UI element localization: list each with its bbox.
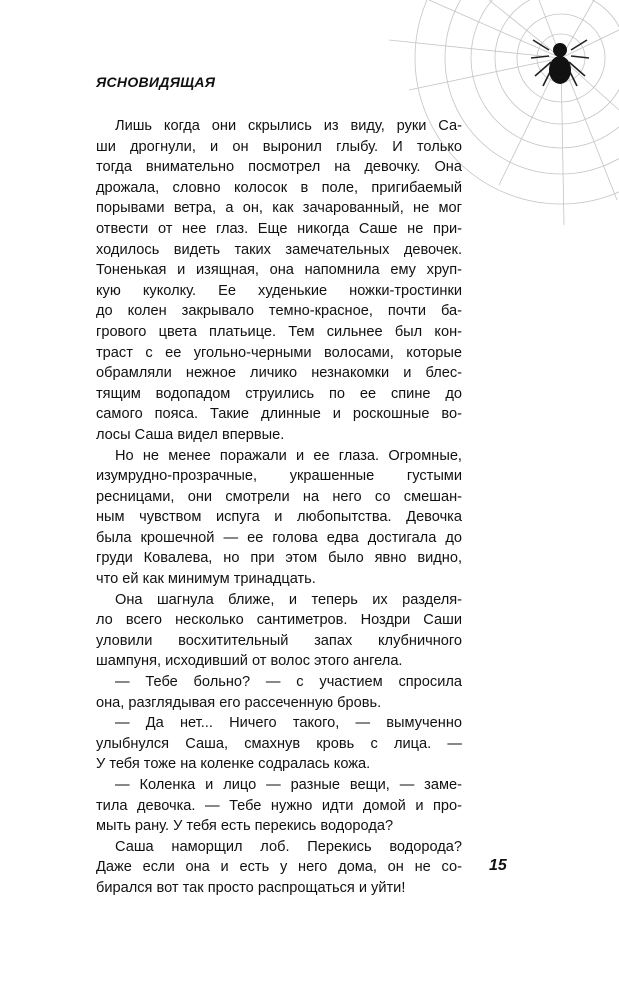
text-line: Даже если она и есть у него дома, он не со- <box>96 859 462 876</box>
text-line: Саша наморщил лоб. Перекись водорода? <box>115 838 462 855</box>
text-line: уловили восхитительный запах клубничного <box>96 632 462 649</box>
text-line: Но не менее поражали и ее глаза. Огромные, <box>115 447 462 464</box>
text-line: лосы Саша видел впервые. <box>96 426 285 443</box>
running-header: ЯСНОВИДЯЩАЯ <box>96 74 216 90</box>
text-line: У тебя тоже на коленке содралась кожа. <box>96 756 371 773</box>
text-line: обрамляли нежное личико незнакомки и блес- <box>96 365 462 382</box>
text-line: тила девочка. — Тебе нужно идти домой и про- <box>96 797 462 814</box>
page-number: 15 <box>489 857 507 874</box>
text-line: ло всего несколько сантиметров. Ноздри Саши <box>96 612 462 629</box>
text-line: самого пояса. Такие длинные и роскошные во- <box>96 406 462 423</box>
text-line: — Да нет... Ничего такого, — вымученно <box>115 715 462 732</box>
text-line: ресницами, они смотрели на него со смешан- <box>96 488 462 505</box>
text-line: тогда внимательно посмотрел на девочку. Она <box>96 159 462 176</box>
text-line: — Тебе больно? — с участием спросила <box>115 674 462 691</box>
text-line: что ей как минимум тринадцать. <box>96 571 316 588</box>
text-line: Тоненькая и изящная, она напомнила ему хруп- <box>96 262 462 279</box>
text-line: порывами ветра, а он, как зачарованный, не мог <box>96 200 462 217</box>
text-line: Она шагнула ближе, и теперь их разделя- <box>115 591 462 608</box>
text-line: тящим водопадом струились по ее спине до <box>96 385 462 402</box>
text-line: — Коленка и лицо — разные вещи, — заме- <box>115 777 462 793</box>
text-line: шампуня, исходивший от волос этого ангела. <box>96 653 403 670</box>
text-line: груди Ковалева, но при этом было явно видно, <box>96 550 462 567</box>
text-line: дрожала, словно колосок в поле, пригибаемый <box>96 179 462 196</box>
text-line: была крошечной — ее голова едва достигала до <box>96 529 462 546</box>
text-line: мыть рану. У тебя есть перекись водорода? <box>96 818 394 835</box>
text-line: изумрудно-прозрачные, украшенные густыми <box>96 468 462 485</box>
text-line: кую куколку. Ее худенькие ножки-тростинки <box>96 282 462 299</box>
text-line: до колен закрывало темно-красное, почти ба- <box>96 303 462 320</box>
text-line: улыбнулся Саша, смахнув кровь с лица. — <box>96 735 462 752</box>
text-line: бирался вот так просто распрощаться и уйти! <box>96 879 406 896</box>
text-line: Лишь когда они скрылись из виду, руки Са- <box>115 118 462 134</box>
text-line: траст с ее угольно-черными волосами, которые <box>96 344 462 361</box>
text-line: ным чувством испуга и любопытства. Девочка <box>96 509 462 526</box>
text-line: она, разглядывая его рассеченную бровь. <box>96 694 382 711</box>
body-text <box>96 116 462 899</box>
text-line: отвести от нее глаз. Еще никогда Саше не при- <box>96 220 462 237</box>
text-line: ходилось видеть таких замечательных девочек. <box>96 241 462 258</box>
text-line: грового цвета платьице. Тем сильнее был кон- <box>96 323 462 340</box>
text-line: ши дрогнули, и он выронил глыбу. И только <box>96 138 462 155</box>
